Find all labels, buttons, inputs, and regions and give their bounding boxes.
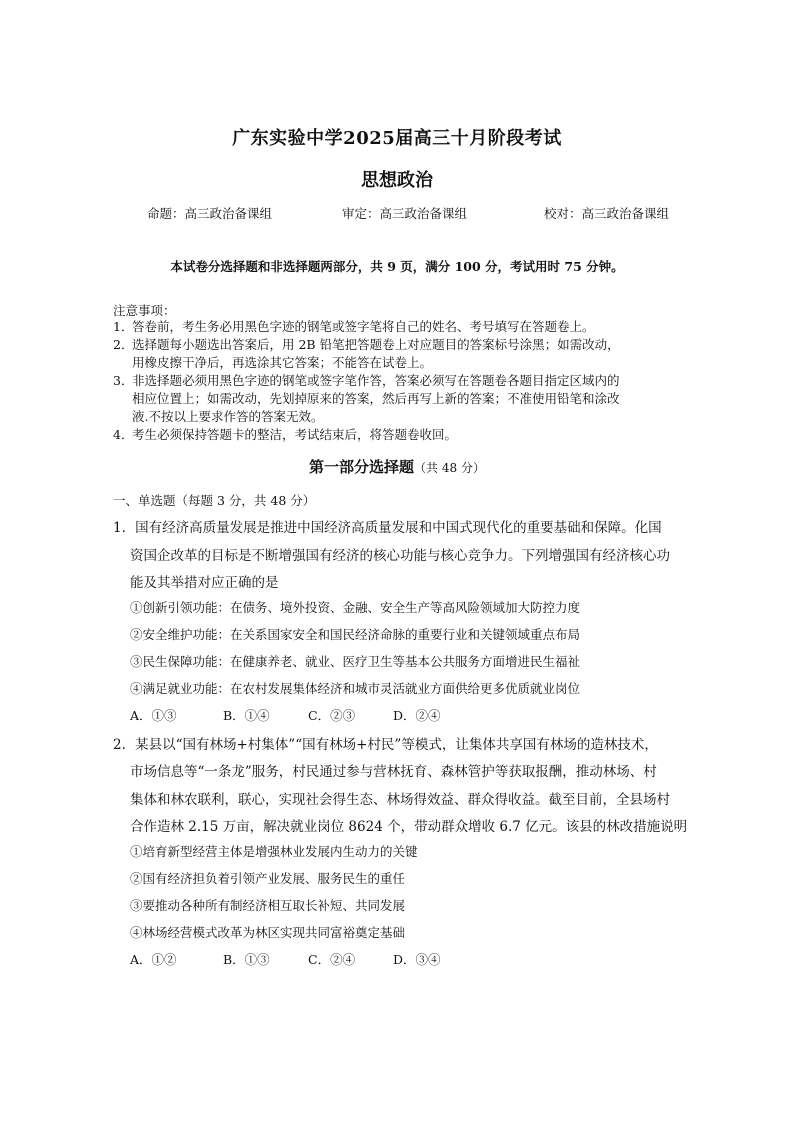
notice-line: 非选择题必须用黑色字迹的钢笔或签字笔作答，答案必须写在答题卷各题目指定区域内的	[132, 373, 620, 388]
notice-number: 4．	[113, 427, 134, 442]
section-title-text: 第一部分选择题	[309, 458, 415, 476]
notice-line: 答卷前，考生务必用黑色字迹的钢笔或签字笔将自己的姓名、考号填写在答题卷上。	[132, 319, 595, 334]
notice-line: 液.不按以上要求作答的答案无效。	[132, 409, 324, 424]
exam-title: 广东实验中学2025届高三十月阶段考试	[232, 128, 562, 149]
notice-heading: 注意事项：	[113, 303, 176, 318]
question-1-option: ①创新引领功能：在债务、境外投资、金融、安全生产等高风险领域加大防控力度	[130, 600, 581, 615]
notice-line: 用橡皮擦干净后，再选涂其它答案；不能答在试卷上。	[132, 355, 433, 370]
section-score: （共 48 分）	[414, 461, 485, 475]
question-2-option: ②国有经济担负着引领产业发展、服务民生的重任	[130, 871, 406, 886]
question-2-line: 集体和林农联利，联心，实现社会得生态、林场得效益、群众得收益。截至目前，全县场村	[130, 792, 670, 808]
question-2-option: ③要推动各种所有制经济相互取长补短、共同发展	[130, 898, 406, 913]
notice-number: 2．	[113, 337, 134, 352]
question-1-line: 资国企改革的目标是不断增强国有经济的核心功能与核心竞争力。下列增强国有经济核心功	[130, 548, 670, 564]
question-1-option: ②安全维护功能：在关系国家安全和国民经济命脉的重要行业和关键领域重点布局	[130, 627, 581, 642]
notice-number: 1．	[113, 319, 134, 334]
question-2-line: 合作造林 2.15 万亩，解决就业岗位 8624 个，带动群众增收 6.7 亿元。该县的林改措施说明	[130, 819, 688, 835]
choice-b: B．①③	[223, 952, 270, 967]
choice-c: C．②③	[308, 708, 356, 723]
notice-item	[113, 318, 693, 336]
question-1-option: ④满足就业功能：在农村发展集体经济和城市灵活就业方面供给更多优质就业岗位	[130, 681, 581, 696]
notice-item	[113, 336, 693, 372]
question-2-option: ④林场经营模式改革为林区实现共同富裕奠定基础	[130, 925, 406, 940]
question-2-line: 2．某县以“国有林场+村集体”“国有林场+村民”等模式，让集体共享国有林场的造林技术，	[113, 737, 658, 753]
question-2-option: ①培育新型经营主体是增强林业发展内生动力的关键	[130, 844, 418, 859]
credit-author: 命题：高三政治备课组	[147, 206, 273, 221]
choice-c: C．②④	[308, 952, 356, 967]
notice-line: 相应位置上；如需改动，先划掉原来的答案，然后再写上新的答案；不准使用铅笔和涂改	[132, 391, 620, 406]
choice-d: D．③④	[393, 952, 441, 967]
notice-number: 3．	[113, 373, 134, 388]
notice-item	[113, 426, 693, 444]
question-2-line: 市场信息等“一条龙”服务，村民通过参与营林抚育、森林管护等获取报酬，推动林场、村	[130, 764, 657, 780]
notice-item	[113, 372, 693, 426]
choice-a: A．①②	[130, 952, 177, 967]
notice-line: 考生必须保持答题卡的整洁，考试结束后，将答题卷收回。	[132, 427, 458, 442]
question-2-choices	[130, 950, 460, 968]
choice-d: D．②④	[393, 708, 441, 723]
question-1-option: ③民生保障功能：在健康养老、就业、医疗卫生等基本公共服务方面增进民生福祉	[130, 654, 581, 669]
notice-line: 选择题每小题选出答案后，用 2B 铅笔把答题卷上对应题目的答案标号涂黑；如需改动，	[132, 337, 620, 352]
question-1-line: 1．国有经济高质量发展是推进中国经济高质量发展和中国式现代化的重要基础和保障。化国	[113, 520, 662, 536]
single-choice-heading: 一、单选题（每题 3 分，共 48 分）	[113, 493, 316, 508]
section-title	[0, 456, 794, 477]
choice-a: A．①③	[130, 708, 177, 723]
exam-subject: 思想政治	[361, 170, 433, 191]
credit-proofreader: 校对：高三政治备课组	[544, 206, 670, 221]
choice-b: B．①④	[223, 708, 270, 723]
credit-reviewer: 审定：高三政治备课组	[342, 206, 468, 221]
question-1-line: 能及其举措对应正确的是	[130, 575, 279, 591]
question-1-choices	[130, 706, 460, 724]
exam-intro: 本试卷分选择题和非选择题两部分，共 9 页，满分 100 分，考试用时 75 分钟。	[170, 259, 624, 274]
